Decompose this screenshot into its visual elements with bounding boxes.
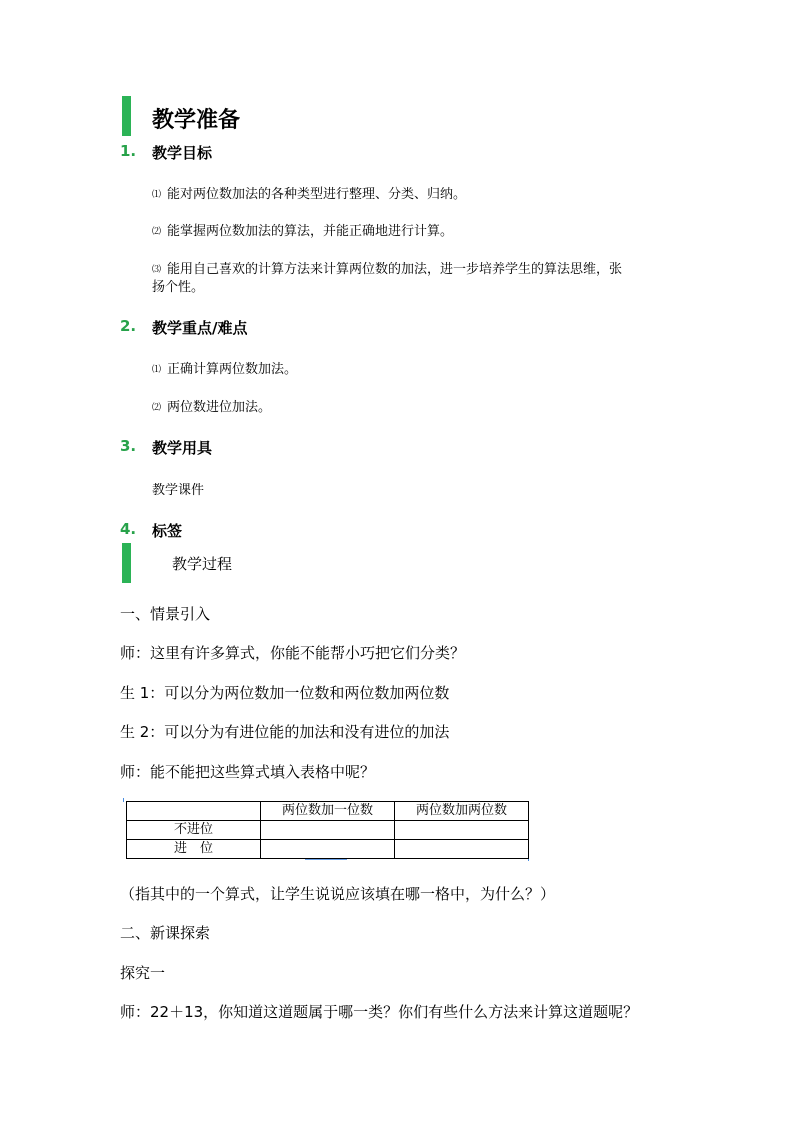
prep-heading: 教学准备 bbox=[152, 108, 241, 133]
table-cell bbox=[395, 821, 529, 840]
table-cell bbox=[261, 840, 395, 859]
table-header-cell bbox=[127, 802, 261, 821]
table-row bbox=[127, 840, 529, 859]
table-corner-mark bbox=[123, 798, 124, 802]
paragraph: 探究一 bbox=[120, 964, 166, 982]
item-text: 能掌握两位数加法的算法，并能正确地进行计算。 bbox=[167, 224, 454, 239]
process-heading: 教学过程 bbox=[172, 555, 233, 573]
section-title: 标签 bbox=[152, 522, 183, 540]
section-title: 教学用具 bbox=[152, 439, 213, 457]
list-item bbox=[152, 183, 466, 202]
section-number: 2. bbox=[120, 317, 137, 335]
section-number: 4. bbox=[120, 520, 137, 538]
item-text: 正确计算两位数加法。 bbox=[167, 362, 298, 377]
item-text: 能对两位数加法的各种类型进行整理、分类、归纳。 bbox=[167, 187, 467, 202]
paragraph: 师：这里有许多算式，你能不能帮小巧把它们分类？ bbox=[120, 644, 466, 662]
paragraph: 师：能不能把这些算式填入表格中呢？ bbox=[120, 763, 376, 781]
section-number: 1. bbox=[120, 142, 137, 160]
table-header-cell: 两位数加一位数 bbox=[261, 802, 395, 821]
item-marker: ⑵ bbox=[152, 403, 162, 413]
heading-accent-bar bbox=[122, 543, 131, 583]
paragraph: 生 2：可以分为有进位能的加法和没有进位的加法 bbox=[120, 723, 450, 741]
section-body: 教学课件 bbox=[152, 483, 205, 498]
paragraph: 二、新课探索 bbox=[120, 924, 211, 942]
table-cell bbox=[261, 821, 395, 840]
item-marker: ⑴ bbox=[152, 365, 162, 375]
list-item bbox=[152, 220, 453, 239]
classification-table bbox=[126, 801, 529, 859]
table-cell bbox=[395, 840, 529, 859]
table-header-cell: 两位数加两位数 bbox=[395, 802, 529, 821]
list-item bbox=[152, 258, 622, 277]
section-title: 教学重点/难点 bbox=[152, 319, 248, 337]
paragraph: 生 1：可以分为两位数加一位数和两位数加两位数 bbox=[120, 684, 450, 702]
table-edge-mark bbox=[305, 859, 347, 860]
table-row-label: 不进位 bbox=[127, 821, 261, 840]
item-marker: ⑶ bbox=[152, 265, 162, 275]
heading-accent-bar bbox=[122, 96, 131, 136]
paragraph: 一、情景引入 bbox=[120, 605, 211, 623]
section-number: 3. bbox=[120, 437, 137, 455]
section-title: 教学目标 bbox=[152, 144, 213, 162]
paragraph: 师：22＋13，你知道这道题属于哪一类？你们有些什么方法来计算这道题呢？ bbox=[120, 1003, 639, 1021]
paragraph: （指其中的一个算式，让学生说说应该填在哪一格中，为什么？） bbox=[120, 885, 556, 903]
table-header-row bbox=[127, 802, 529, 821]
item-text: 两位数进位加法。 bbox=[167, 400, 272, 415]
item-marker: ⑵ bbox=[152, 227, 162, 237]
item-marker: ⑴ bbox=[152, 190, 162, 200]
list-item bbox=[152, 396, 271, 415]
item-text: 能用自己喜欢的计算方法来计算两位数的加法，进一步培养学生的算法思维，张 bbox=[167, 262, 623, 277]
table-row bbox=[127, 821, 529, 840]
table-row-label: 进 位 bbox=[127, 840, 261, 859]
list-item-continuation: 扬个性。 bbox=[152, 280, 205, 295]
list-item bbox=[152, 358, 297, 377]
